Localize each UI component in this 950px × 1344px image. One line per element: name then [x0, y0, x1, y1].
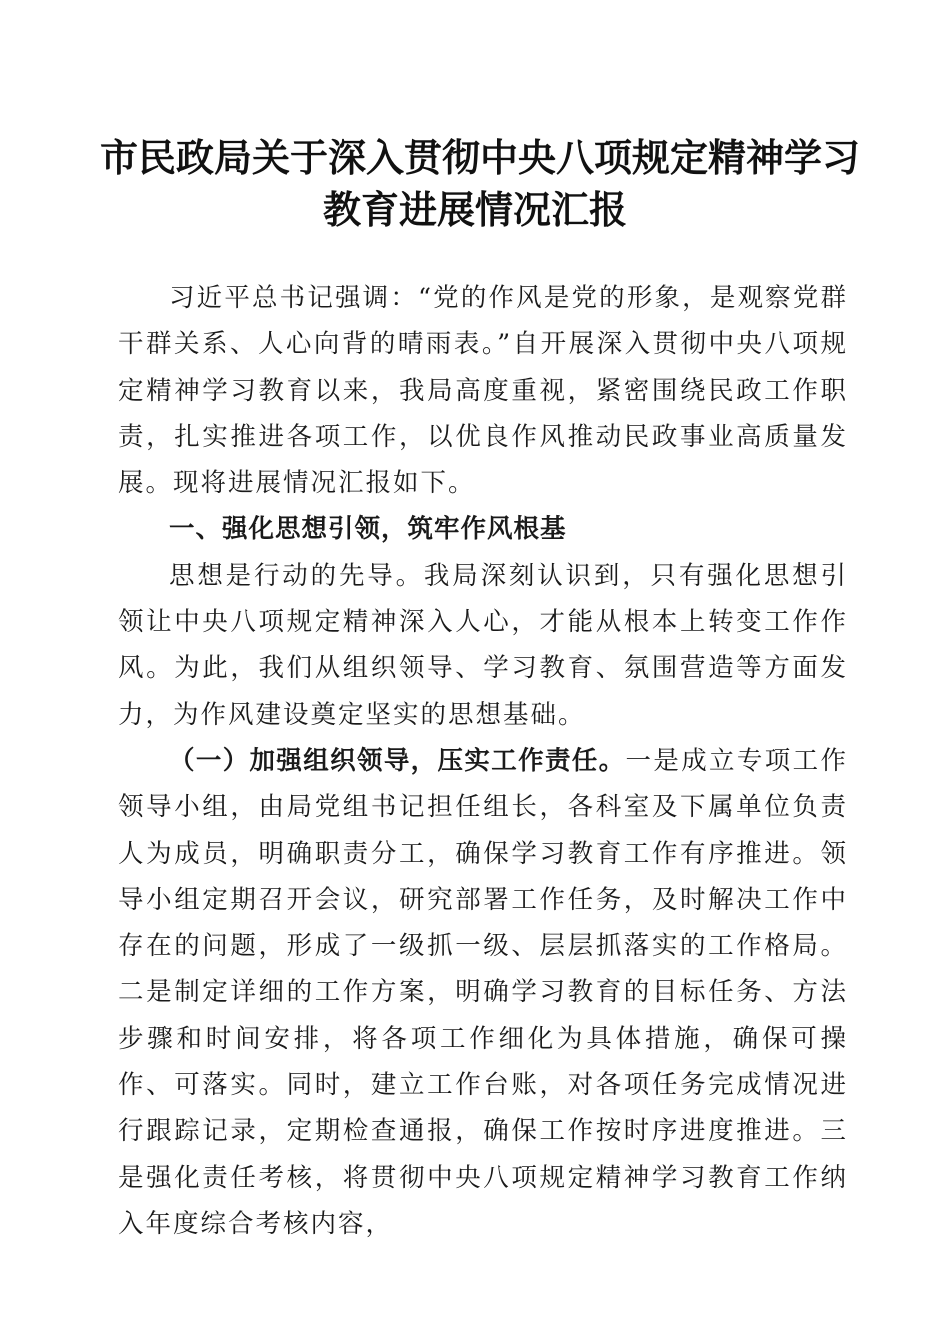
- title-line-1: 市民政局关于深入贯彻中央八项规定精神学习: [100, 135, 861, 180]
- subsection-1-lead: （一）加强组织领导，压实工作责任。: [169, 745, 626, 776]
- subsection-1-body: 一是成立专项工作领导小组，由局党组书记担任组长，各科室及下属单位负责人为成员，明确职责分工，确保学习教育工作有序推进。领导小组定期召开会议，研究部署工作任务，及时解决工作中存在的问题，形成了一级抓一级、层层抓落实的工作格局。二是制定详细的工作方案，明确学习教育的目标任务、方法步骤和时间安排，将各项工作细化为具体措施，确保可操作、可落实。同时，建立工作台账，对各项任务完成情况进行跟踪记录，定期检查通报，确保工作按时序进度推进。三是强化责任考核，将贯彻中央八项规定精神学习教育工作纳入年度综合考核内容，: [118, 745, 848, 1239]
- section-1-heading: 一、强化思想引领，筑牢作风根基: [169, 514, 567, 545]
- document-body: [118, 275, 848, 1247]
- intro-paragraph: 习近平总书记强调：“党的作风是党的形象，是观察党群干群关系、人心向背的晴雨表。”自开展深入贯彻中央八项规定精神学习教育以来，我局高度重视，紧密围绕民政工作职责，扎实推进各项工作，以优良作风推动民政事业高质量发展。现将进展情况汇报如下。: [118, 283, 848, 499]
- title-line-2: 教育进展情况汇报: [322, 187, 627, 232]
- document-title: [100, 132, 861, 236]
- section-1-intro-paragraph: 思想是行动的先导。我局深刻认识到，只有强化思想引领让中央八项规定精神深入人心，才能从根本上转变工作作风。为此，我们从组织领导、学习教育、氛围营造等方面发力，为作风建设奠定坚实的思想基础。: [118, 560, 848, 730]
- subsection-1-paragraph: [118, 738, 848, 1247]
